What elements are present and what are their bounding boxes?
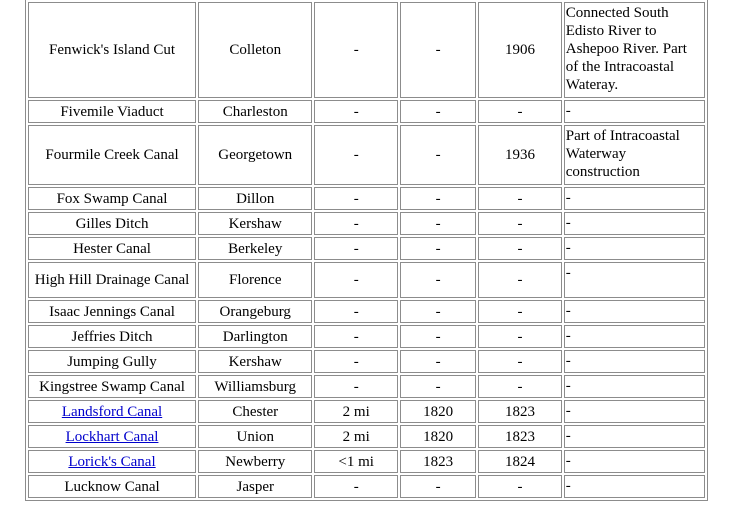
canal-name: Hester Canal — [73, 240, 151, 257]
county-cell: Newberry — [198, 450, 312, 473]
canal-table — [25, 0, 708, 501]
began-cell: - — [400, 187, 476, 210]
began-cell: - — [400, 212, 476, 235]
completed-cell: 1823 — [478, 400, 562, 423]
canal-name-cell — [28, 125, 196, 185]
county-cell: Charleston — [198, 100, 312, 123]
county-cell: Berkeley — [198, 237, 312, 260]
canal-name-cell — [28, 262, 196, 298]
notes-cell: - — [564, 100, 705, 123]
canal-name: Kingstree Swamp Canal — [39, 378, 185, 395]
began-cell: - — [400, 375, 476, 398]
completed-cell: - — [478, 350, 562, 373]
table-row — [28, 212, 705, 235]
canal-name-cell — [28, 350, 196, 373]
county-cell: Dillon — [198, 187, 312, 210]
county-cell: Jasper — [198, 475, 312, 498]
length-cell: 2 mi — [314, 400, 398, 423]
canal-name-cell — [28, 375, 196, 398]
canal-name-cell — [28, 425, 196, 448]
length-cell: - — [314, 100, 398, 123]
table-row — [28, 262, 705, 298]
table-row — [28, 300, 705, 323]
table-row — [28, 350, 705, 373]
length-cell: - — [314, 2, 398, 98]
canal-name-cell — [28, 100, 196, 123]
length-cell: - — [314, 125, 398, 185]
canal-name-link[interactable]: Landsford Canal — [61, 403, 163, 420]
county-cell: Kershaw — [198, 212, 312, 235]
canal-name-link[interactable]: Lockhart Canal — [65, 428, 159, 445]
county-cell: Georgetown — [198, 125, 312, 185]
began-cell: - — [400, 237, 476, 260]
began-cell: - — [400, 300, 476, 323]
canal-name-cell — [28, 300, 196, 323]
notes-cell: - — [564, 375, 705, 398]
length-cell: <1 mi — [314, 450, 398, 473]
length-cell: - — [314, 475, 398, 498]
table-row — [28, 400, 705, 423]
notes-cell: - — [564, 450, 705, 473]
completed-cell: 1823 — [478, 425, 562, 448]
length-cell: - — [314, 325, 398, 348]
canal-table-body — [28, 2, 705, 498]
table-row — [28, 2, 705, 98]
canal-name: Jeffries Ditch — [71, 328, 153, 345]
county-cell: Williamsburg — [198, 375, 312, 398]
began-cell: - — [400, 475, 476, 498]
length-cell: - — [314, 350, 398, 373]
notes-cell: - — [564, 237, 705, 260]
county-cell: Chester — [198, 400, 312, 423]
canal-name: Fox Swamp Canal — [56, 190, 168, 207]
length-cell: - — [314, 212, 398, 235]
completed-cell: - — [478, 300, 562, 323]
notes-cell: - — [564, 425, 705, 448]
length-cell: 2 mi — [314, 425, 398, 448]
canal-name-cell — [28, 2, 196, 98]
length-cell: - — [314, 237, 398, 260]
completed-cell: - — [478, 375, 562, 398]
began-cell: 1820 — [400, 400, 476, 423]
completed-cell: 1906 — [478, 2, 562, 98]
county-cell: Darlington — [198, 325, 312, 348]
notes-cell: - — [564, 350, 705, 373]
canal-name-cell — [28, 400, 196, 423]
county-cell: Union — [198, 425, 312, 448]
canal-name-cell — [28, 450, 196, 473]
began-cell: - — [400, 325, 476, 348]
completed-cell: - — [478, 100, 562, 123]
notes-cell: Part of Intracoastal Waterway construction — [564, 125, 705, 185]
began-cell: - — [400, 262, 476, 298]
began-cell: 1823 — [400, 450, 476, 473]
completed-cell: 1824 — [478, 450, 562, 473]
canal-name-cell — [28, 187, 196, 210]
notes-cell: - — [564, 262, 705, 298]
county-cell: Colleton — [198, 2, 312, 98]
length-cell: - — [314, 262, 398, 298]
canal-name: Fenwick's Island Cut — [49, 42, 176, 58]
began-cell: - — [400, 350, 476, 373]
county-cell: Florence — [198, 262, 312, 298]
table-row — [28, 100, 705, 123]
notes-cell: - — [564, 212, 705, 235]
table-row — [28, 237, 705, 260]
canal-name-cell — [28, 325, 196, 348]
table-row — [28, 425, 705, 448]
completed-cell: - — [478, 187, 562, 210]
notes-cell: - — [564, 325, 705, 348]
canal-name-cell — [28, 475, 196, 498]
table-row — [28, 325, 705, 348]
canal-table-container — [25, 0, 708, 501]
notes-cell: - — [564, 300, 705, 323]
canal-name: Isaac Jennings Canal — [49, 303, 175, 320]
county-cell: Kershaw — [198, 350, 312, 373]
county-cell: Orangeburg — [198, 300, 312, 323]
table-row — [28, 375, 705, 398]
canal-name: High Hill Drainage Canal — [34, 272, 190, 288]
length-cell: - — [314, 187, 398, 210]
began-cell: 1820 — [400, 425, 476, 448]
notes-cell: - — [564, 400, 705, 423]
completed-cell: - — [478, 212, 562, 235]
notes-cell: - — [564, 187, 705, 210]
completed-cell: - — [478, 325, 562, 348]
canal-name: Fivemile Viaduct — [60, 103, 164, 120]
began-cell: - — [400, 2, 476, 98]
notes-cell: Connected South Edisto River to Ashepoo River. Part of the Intracoastal Wateray. — [564, 2, 705, 98]
notes-cell: - — [564, 475, 705, 498]
completed-cell: - — [478, 475, 562, 498]
canal-name-link[interactable]: Lorick's Canal — [68, 453, 156, 470]
table-row — [28, 450, 705, 473]
canal-name: Gilles Ditch — [75, 215, 149, 232]
began-cell: - — [400, 100, 476, 123]
canal-name: Jumping Gully — [67, 353, 157, 370]
canal-name-cell — [28, 212, 196, 235]
table-row — [28, 125, 705, 185]
completed-cell: 1936 — [478, 125, 562, 185]
canal-name: Lucknow Canal — [64, 478, 160, 495]
table-row — [28, 475, 705, 498]
completed-cell: - — [478, 237, 562, 260]
length-cell: - — [314, 300, 398, 323]
length-cell: - — [314, 375, 398, 398]
canal-name: Fourmile Creek Canal — [45, 147, 179, 163]
table-row — [28, 187, 705, 210]
canal-name-cell — [28, 237, 196, 260]
completed-cell: - — [478, 262, 562, 298]
began-cell: - — [400, 125, 476, 185]
